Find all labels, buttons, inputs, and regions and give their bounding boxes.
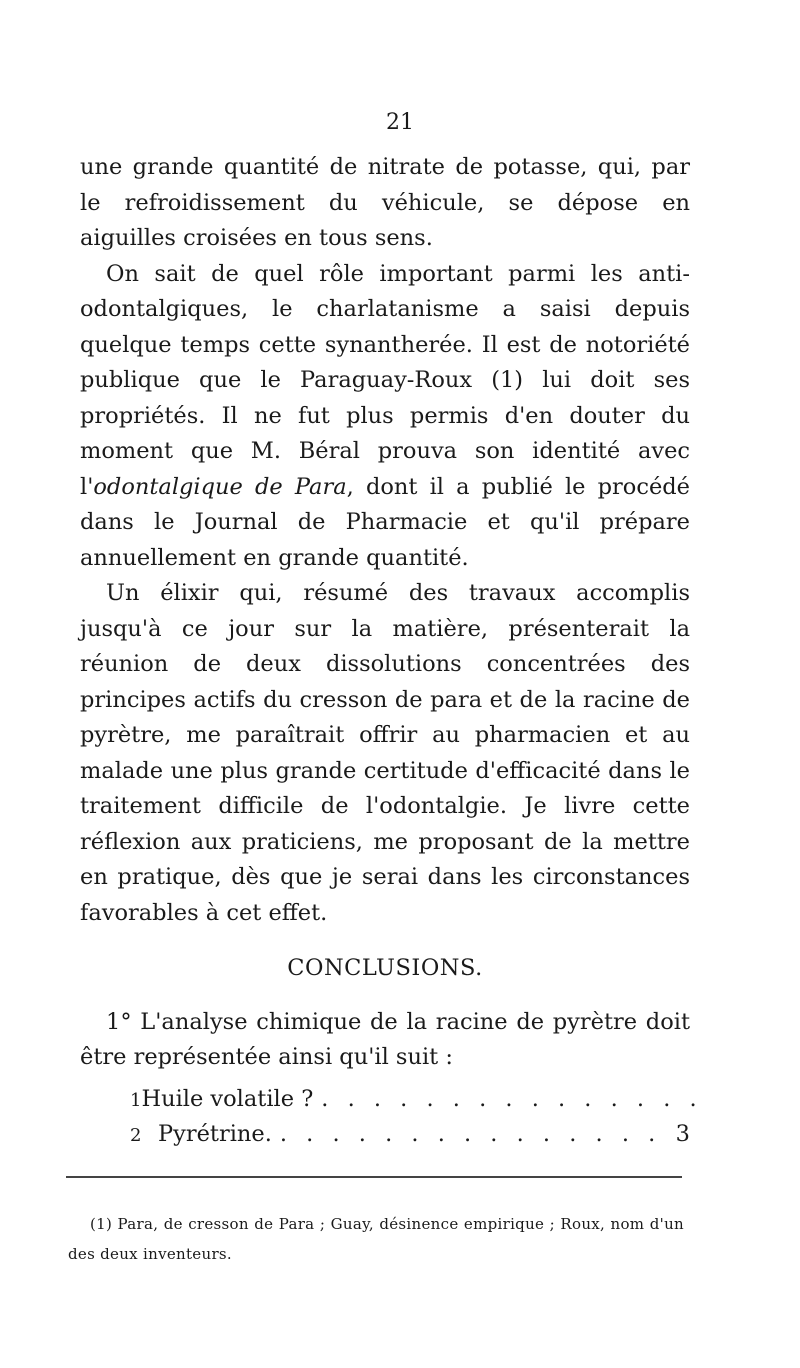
footnote-divider (66, 1176, 682, 1178)
list-item (80, 1117, 690, 1152)
paragraph-paraguay-roux (80, 257, 690, 577)
item-number: 2 (130, 1124, 142, 1146)
paragraph-elixir: Un élixir qui, résumé des travaux accomplis jusqu'à ce jour sur la matière, présenterait la réunion de deux dissolutions concentrées des principes actifs du cresson de para et de la racine de pyrètre, me paraîtrait offrir au pharmacien et au malade une plus grande certitude d'efficacité dans le traitement difficile de l'odontalgie. Je livre cette réflexion aux praticiens, me proposant de la mettre en pratique, dès que je serai dans les circonstances favorables à cet effet. (80, 580, 690, 926)
body-text (80, 150, 703, 1152)
section-heading: CONCLUSIONS. (287, 955, 483, 981)
item-value: 3 (675, 1120, 690, 1147)
item-label: Huile volatile ? (141, 1085, 314, 1112)
paragraph-text: On sait de quel rôle important parmi les anti-odontalgiques, le charlatanisme a saisi depuis quelque temps cette synantherée. Il est de notoriété publique que le Paraguay-Roux (1) lui doit ses propriétés. Il ne fut plus permis d'en douter du moment que M. Béral prouva son identité avec l' (80, 260, 690, 500)
analysis-results-list (80, 1082, 703, 1152)
leader-dots: . . . . . . . . . . . . . . . (321, 1085, 703, 1112)
page-number: 21 (386, 110, 414, 135)
paragraph-potasse: une grande quantité de nitrate de potasse, qui, par le refroidissement du véhicule, se dépose en aiguilles croisées en tous sens. (80, 154, 690, 251)
list-item (80, 1082, 703, 1117)
conclusion-item: 1° L'analyse chimique de la racine de pyrètre doit être représentée ainsi qu'il suit : (80, 1008, 690, 1070)
leader-dots: . . . . . . . . . . . . . . . (279, 1120, 662, 1147)
paragraph-text: , dont il a publié le procédé dans le Journal de Pharmacie et qu'il prépare annuellement en grande quantité. (80, 473, 690, 571)
italic-term: odontalgique de Para (93, 473, 347, 500)
item-number: 1 (130, 1089, 142, 1111)
item-label: Pyrétrine. (158, 1120, 272, 1147)
footnote: (1) Para, de cresson de Para ; Guay, désinence empirique ; Roux, nom d'un des deux inventeurs. (68, 1215, 684, 1263)
